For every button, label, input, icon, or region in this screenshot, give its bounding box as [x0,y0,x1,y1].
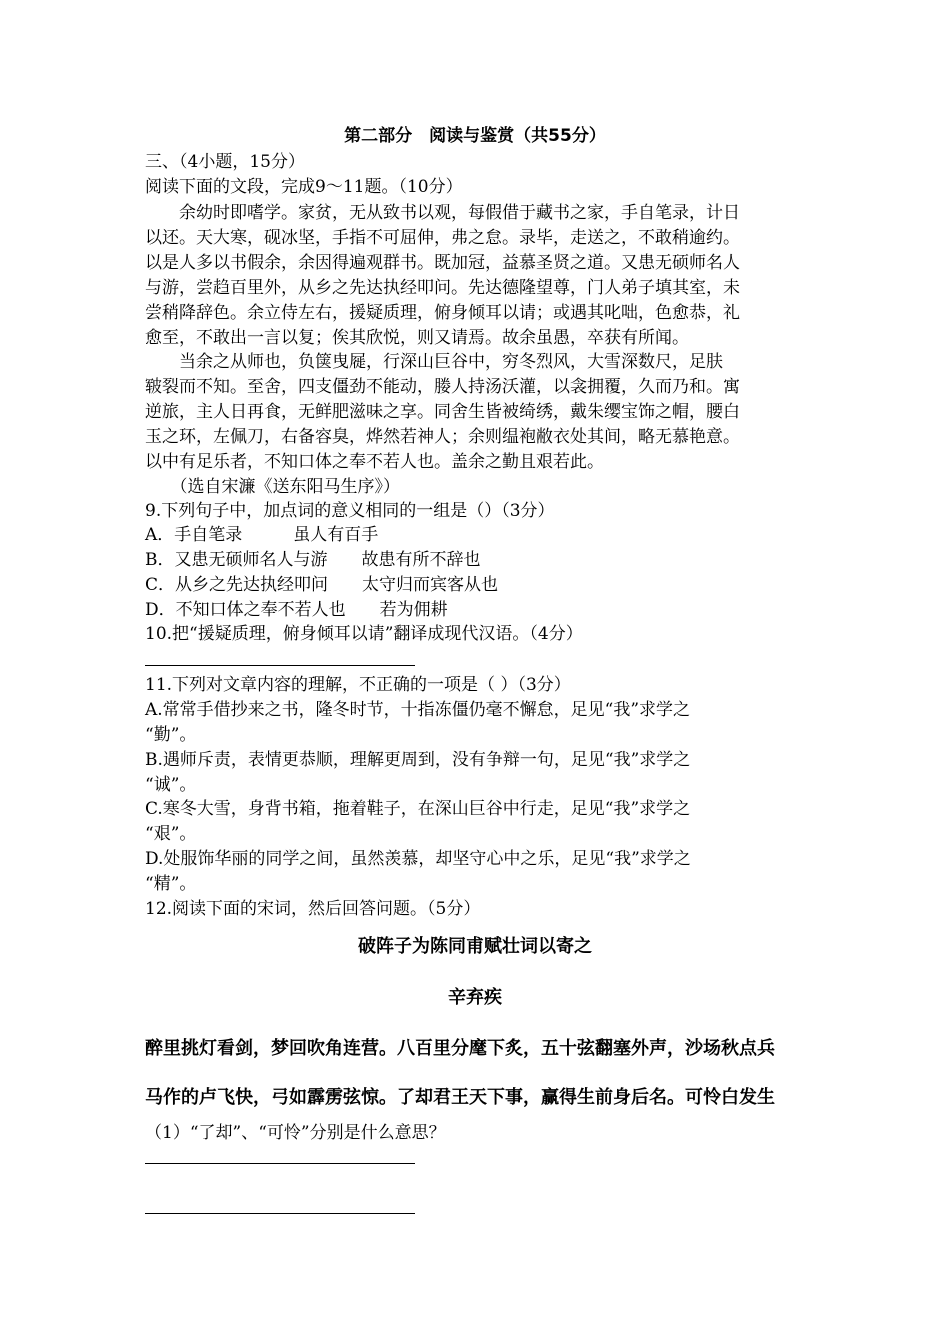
q9-option: A．手自笔录 虽人有百手 [145,525,379,545]
q11-option: B.遇师斥责，表情更恭顺，理解更周到，没有争辩一句，足见“我”求学之 [145,750,691,770]
passage-line: 当余之从师也，负箧曳屣，行深山巨谷中，穷冬烈风，大雪深数尺，足肤 [145,352,723,372]
q11-option: A.常常手借抄来之书，隆冬时节，十指冻僵仍毫不懈怠，足见“我”求学之 [145,700,691,720]
q11-option: C.寒冬大雪，身背书箱，拖着鞋子，在深山巨谷中行走，足见“我”求学之 [145,799,691,819]
passage-line: 愈至，不敢出一言以复；俟其欣悦，则又请焉。故余虽愚，卒获有所闻。 [145,328,689,348]
q12-answer-line-1[interactable] [145,1163,415,1164]
q11-option-cont: “勤”。 [145,725,197,745]
q11-option-cont: “精”。 [145,874,197,894]
passage-line: 以还。天大寒，砚冰坚，手指不可屈伸，弗之怠。录毕，走送之，不敢稍逾约。 [145,228,740,248]
passage-line: 与游，尝趋百里外，从乡之先达执经叩问。先达德隆望尊，门人弟子填其室，未 [145,278,740,298]
q12-answer-line-2[interactable] [145,1213,415,1214]
poem-author: 辛弃疾 [448,987,502,1008]
part3-header: 三、（4小题，15分） [145,152,305,172]
q11-option-cont: “诚”。 [145,775,197,795]
q12-stem: 12.阅读下面的宋词，然后回答问题。（5分） [145,899,481,919]
q12-sub1: （1）“了却”、“可怜”分别是什么意思？ [145,1123,446,1143]
q9-option: B．又患无硕师名人与游 故患有所不辞也 [145,550,481,570]
passage-source: （选自宋濂《送东阳马生序》） [145,477,400,497]
poem-line: 醉里挑灯看剑，梦回吹角连营。八百里分麾下炙，五十弦翻塞外声，沙场秋点兵 [145,1038,775,1059]
q10-stem: 10.把“援疑质理，俯身倾耳以请”翻译成现代汉语。（4分） [145,624,583,644]
passage-line: 余幼时即嗜学。家贫，无从致书以观，每假借于藏书之家，手自笔录，计日 [145,203,740,223]
section-title: 第二部分 阅读与鉴赏（共55分） [344,126,606,146]
q11-option: D.处服饰华丽的同学之间，虽然羡慕，却坚守心中之乐，足见“我”求学之 [145,849,691,869]
passage-line: 以是人多以书假余，余因得遍观群书。既加冠，益慕圣贤之道。又患无硕师名人 [145,253,740,273]
q9-option: C．从乡之先达执经叩问 太守归而宾客从也 [145,575,499,595]
passage-line: 以中有足乐者，不知口体之奉不若人也。盖余之勤且艰若此。 [145,452,604,472]
poem-title: 破阵子为陈同甫赋壮词以寄之 [358,936,592,957]
passage-line: 玉之环，左佩刀，右备容臭，烨然若神人；余则缊袍敝衣处其间，略无慕艳意。 [145,427,740,447]
poem-line: 马作的卢飞快，弓如霹雳弦惊。了却君王天下事，赢得生前身后名。可怜白发生 [145,1087,775,1108]
passage-line: 尝稍降辞色。余立侍左右，援疑质理，俯身倾耳以请；或遇其叱咄，色愈恭，礼 [145,303,740,323]
passage-line: 逆旅，主人日再食，无鲜肥滋味之享。同舍生皆被绮绣，戴朱缨宝饰之帽，腰白 [145,402,740,422]
q11-option-cont: “艰”。 [145,824,197,844]
q11-stem: 11.下列对文章内容的理解，不正确的一项是（ ）（3分） [145,675,571,695]
q9-stem: 9.下列句子中，加点词的意义相同的一组是（）（3分） [145,501,555,521]
q9-option: D．不知口体之奉不若人也 若为佣耕 [145,600,448,620]
passage-line: 皲裂而不知。至舍，四支僵劲不能动，媵人持汤沃灌，以衾拥覆，久而乃和。寓 [145,377,740,397]
instruction: 阅读下面的文段，完成9～11题。（10分） [145,177,463,197]
q10-answer-line[interactable] [145,665,415,666]
